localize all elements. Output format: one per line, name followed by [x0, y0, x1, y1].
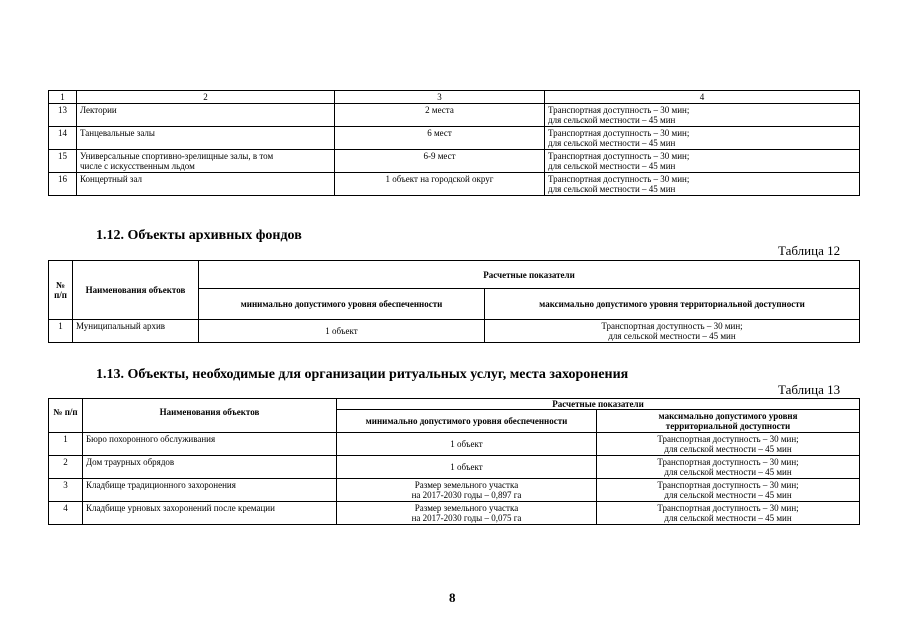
header-cell: 4 — [545, 91, 860, 104]
table-row — [49, 320, 860, 343]
page-number: 8 — [449, 590, 456, 605]
col-num-header: № п/п — [49, 261, 73, 320]
min-level: 2 места — [335, 104, 545, 127]
table-row — [49, 150, 860, 173]
object-name: Дом траурных обрядов — [83, 456, 337, 479]
col-max-header: максимально допустимого уровня территориальной доступности — [597, 410, 860, 433]
table-continuation — [48, 90, 860, 196]
row-number: 3 — [49, 479, 83, 502]
row-number: 16 — [49, 173, 77, 196]
object-name: Бюро похоронного обслуживания — [83, 433, 337, 456]
table-label-12: Таблица 12 — [778, 243, 841, 258]
min-level: 1 объект — [337, 456, 597, 479]
col-group-header: Расчетные показатели — [199, 261, 860, 289]
object-name: Танцевальные залы — [77, 127, 335, 150]
col-name-header: Наименования объектов — [73, 261, 199, 320]
row-number: 2 — [49, 456, 83, 479]
section-heading-12: 1.12. Объекты архивных фондов — [96, 228, 302, 243]
table-row — [49, 456, 860, 479]
table-row — [49, 479, 860, 502]
min-level: 1 объект — [337, 433, 597, 456]
table-header-row — [49, 91, 860, 104]
min-level: Размер земельного участка на 2017-2030 годы – 0,075 га — [337, 502, 597, 525]
row-number: 13 — [49, 104, 77, 127]
object-name: Лектории — [77, 104, 335, 127]
object-name: Универсальные спортивно-зрелищные залы, в том числе с искусственным льдом — [77, 150, 335, 173]
col-min-header: минимально допустимого уровня обеспеченности — [199, 289, 485, 320]
col-max-header: максимально допустимого уровня территориальной доступности — [485, 289, 860, 320]
table-row — [49, 104, 860, 127]
max-access: Транспортная доступность – 30 мин; для сельской местности – 45 мин — [597, 433, 860, 456]
min-level: 1 объект на городской округ — [335, 173, 545, 196]
header-cell: 3 — [335, 91, 545, 104]
min-level: 6-9 мест — [335, 150, 545, 173]
object-name: Кладбище урновых захоронений после кремации — [83, 502, 337, 525]
object-name: Концертный зал — [77, 173, 335, 196]
table-row — [49, 502, 860, 525]
row-number: 4 — [49, 502, 83, 525]
max-access: Транспортная доступность – 30 мин; для сельской местности – 45 мин — [545, 150, 860, 173]
max-access: Транспортная доступность – 30 мин; для сельской местности – 45 мин — [545, 104, 860, 127]
header-cell: 2 — [77, 91, 335, 104]
object-name: Кладбище традиционного захоронения — [83, 479, 337, 502]
max-access: Транспортная доступность – 30 мин; для сельской местности – 45 мин — [597, 479, 860, 502]
col-name-header: Наименования объектов — [83, 399, 337, 433]
row-number: 15 — [49, 150, 77, 173]
table-label-13: Таблица 13 — [778, 382, 841, 397]
table-12 — [48, 260, 860, 343]
max-access: Транспортная доступность – 30 мин; для сельской местности – 45 мин — [545, 173, 860, 196]
table-row — [49, 433, 860, 456]
col-min-header: минимально допустимого уровня обеспеченности — [337, 410, 597, 433]
col-group-header: Расчетные показатели — [337, 399, 860, 410]
row-number: 14 — [49, 127, 77, 150]
header-cell: 1 — [49, 91, 77, 104]
table-13 — [48, 398, 860, 525]
max-access: Транспортная доступность – 30 мин; для сельской местности – 45 мин — [485, 320, 860, 343]
max-access: Транспортная доступность – 30 мин; для сельской местности – 45 мин — [545, 127, 860, 150]
max-access: Транспортная доступность – 30 мин; для сельской местности – 45 мин — [597, 456, 860, 479]
table-header-row — [49, 261, 860, 289]
table-row — [49, 173, 860, 196]
section-heading-13: 1.13. Объекты, необходимые для организации ритуальных услуг, места захоронения — [96, 367, 629, 382]
min-level: 1 объект — [199, 320, 485, 343]
max-access: Транспортная доступность – 30 мин; для сельской местности – 45 мин — [597, 502, 860, 525]
col-num-header: № п/п — [49, 399, 83, 433]
object-name: Муниципальный архив — [73, 320, 199, 343]
row-number: 1 — [49, 433, 83, 456]
table-header-row — [49, 399, 860, 410]
row-number: 1 — [49, 320, 73, 343]
min-level: 6 мест — [335, 127, 545, 150]
table-row — [49, 127, 860, 150]
min-level: Размер земельного участка на 2017-2030 годы – 0,897 га — [337, 479, 597, 502]
